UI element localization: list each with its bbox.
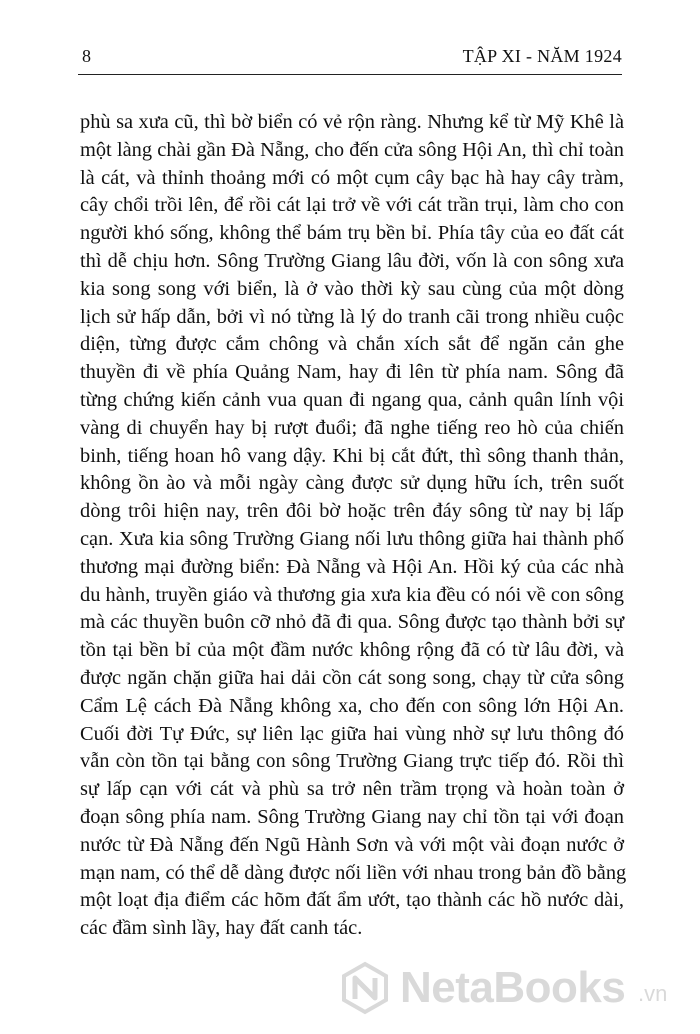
- text-line: mạn nam, có thể dễ dàng được nối liền với nhau trong bản đồ bằng: [80, 861, 627, 884]
- body-paragraph: [80, 109, 627, 943]
- netabooks-logo-icon: [338, 961, 392, 1015]
- text-line: vàng di chuyển hay bị rượt đuổi; đã nghe tiếng reo hò của chiến: [80, 416, 624, 439]
- text-line: thì dễ chịu hơn. Sông Trường Giang lâu đời, vốn là con sông xưa: [80, 249, 624, 272]
- text-line: là cát, và thỉnh thoảng mới có một cụm cây bạc hà hay cây tràm,: [80, 166, 624, 189]
- text-line: một loạt địa điểm các hõm đất ẩm ướt, tạo thành các hồ nước dài,: [80, 889, 624, 912]
- text-line: thương mại đường biển: Đà Nẵng và Hội An. Hồi ký của các nhà: [80, 555, 624, 578]
- text-line: thuyền đi về phía Quảng Nam, hay đi lên từ phía nam. Sông đã: [80, 361, 624, 384]
- watermark-brand: NetaBooks: [400, 963, 626, 1012]
- text-line: đoạn sông phía nam. Sông Trường Giang nay chỉ tồn tại với đoạn: [80, 805, 624, 828]
- watermark-suffix: .vn: [638, 981, 668, 1006]
- text-line: binh, tiếng hoan hô vang dậy. Khi bị cắt đứt, thì sông thanh thản,: [80, 444, 624, 467]
- text-line: sự lấp cạn với cát và phù sa trở nên trầm trọng và hoàn toàn ở: [80, 778, 624, 801]
- text-line: lịch sử hấp dẫn, bởi vì nó từng là lý do tranh cãi trong nhiều cuộc: [80, 305, 624, 328]
- text-line: người khó sống, không thể bám trụ bền bỉ. Phía tây của eo đất cát: [80, 222, 624, 245]
- running-title: TẬP XI - NĂM 1924: [462, 46, 622, 66]
- text-line: một làng chài gần Đà Nẵng, cho đến cửa sông Hội An, thì chỉ toàn: [80, 138, 624, 161]
- text-line: Cuối đời Tự Đức, sự liên lạc giữa hai vùng nhờ sự lưu thông đó: [80, 722, 624, 745]
- text-line: các đầm sình lầy, hay đất canh tác.: [80, 917, 363, 940]
- text-line: nước từ Đà Nẵng đến Ngũ Hành Sơn và với một vài đoạn nước ở: [80, 833, 624, 856]
- text-line: tồn tại bền bỉ của một đầm nước không rộng đã có từ lâu đời, và: [80, 639, 624, 662]
- page-number: 8: [82, 46, 91, 66]
- text-line: vẫn còn tồn tại bằng con sông Trường Giang trực tiếp đó. Rồi thì: [80, 750, 624, 773]
- text-line: từng chứng kiến cảnh vua quan đi ngang qua, cảnh quân lính vội: [80, 388, 624, 411]
- page-header: [78, 40, 622, 75]
- text-line: dòng trôi hiện nay, trên đôi bờ hoặc trên đáy sông từ nay bị lấp: [80, 500, 624, 523]
- text-line: phù sa xưa cũ, thì bờ biển có vẻ rộn ràng. Nhưng kể từ Mỹ Khê là: [80, 111, 624, 133]
- text-line: cây chổi trồi lên, để rồi cát lại trở về với cát trần trụi, làm cho con: [80, 194, 624, 217]
- text-line: mà các thuyền buôn cỡ nhỏ đã đi qua. Sông được tạo thành bởi sự: [80, 611, 624, 634]
- watermark: [338, 955, 688, 1025]
- text-line: kia song song với biển, là ở vào thời kỳ sau cùng của một dòng: [80, 277, 624, 300]
- text-line: không ồn ào và mỗi ngày càng được sử dụng hữu ích, trên suốt: [80, 472, 624, 495]
- text-line: cạn. Xưa kia sông Trường Giang nối lưu thông giữa hai thành phố: [80, 527, 624, 550]
- text-line: Cẩm Lệ cách Đà Nẵng không xa, cho đến con sông lớn Hội An.: [80, 694, 624, 717]
- text-line: du hành, truyền giáo và thương gia xưa kia đều có nói về con sông: [80, 583, 624, 606]
- text-line: diện, từng được cắm chông và chắn xích sắt để ngăn cản ghe: [80, 333, 624, 356]
- text-line: được ngăn chặn giữa hai dải cồn cát song song, chạy từ cửa sông: [80, 666, 624, 689]
